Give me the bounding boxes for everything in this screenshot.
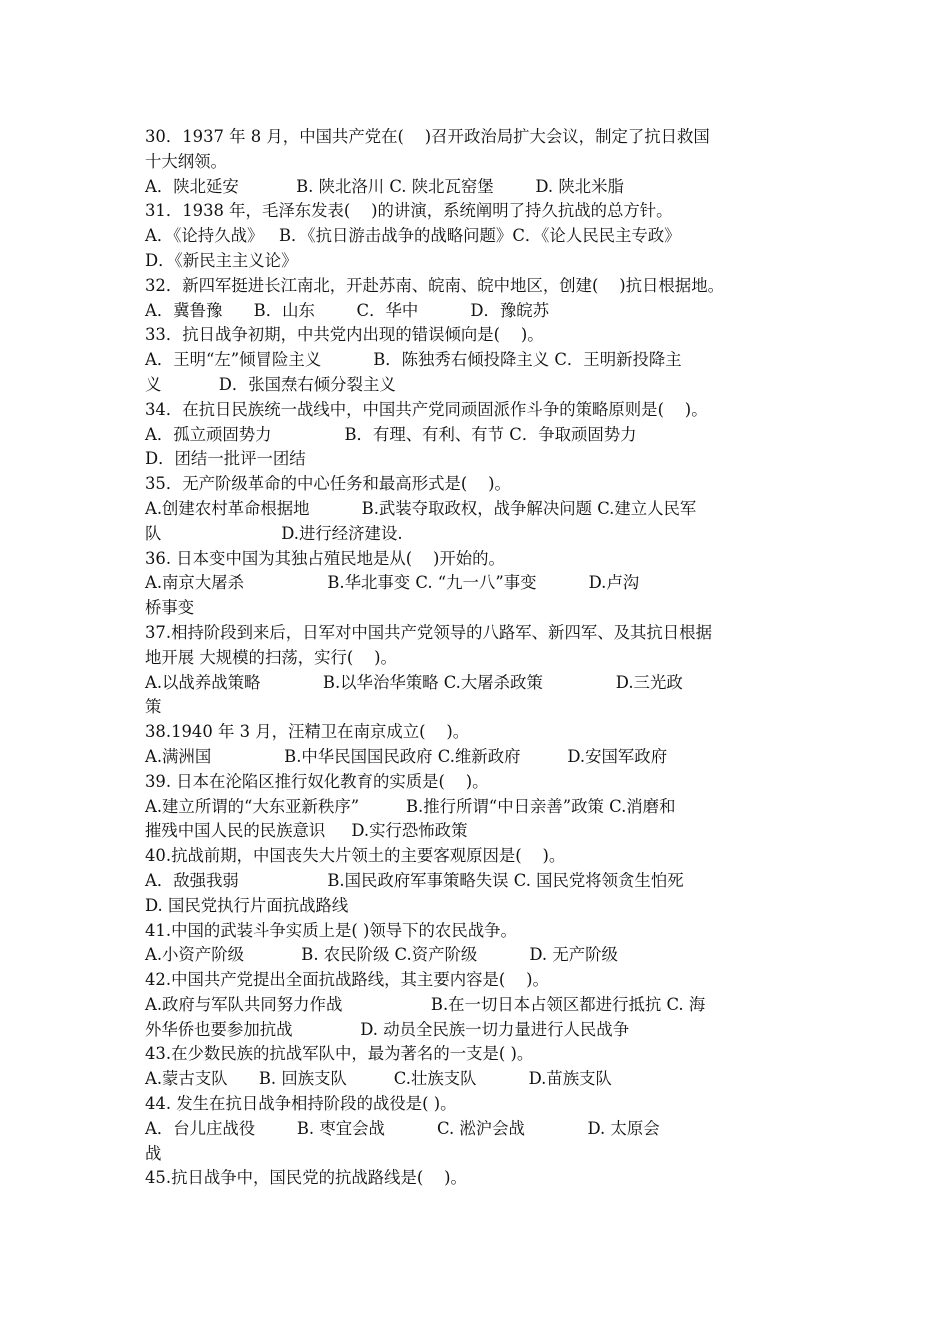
- document-page: [145, 125, 825, 1191]
- text-line: D．团结一批评一团结: [145, 449, 306, 469]
- text-line: A.蒙古支队 B. 回族支队 C.壮族支队 D.苗族支队: [145, 1069, 612, 1089]
- text-line: 45.抗日战争中，国民党的抗战路线是( )。: [145, 1168, 467, 1188]
- text-line: 队 D.进行经济建设.: [145, 523, 403, 543]
- text-line: 40.抗战前期，中国丧失大片领土的主要客观原因是( )。: [145, 846, 566, 866]
- text-line: 十大纲领。: [145, 151, 227, 171]
- text-line: 43.在少数民族的抗战军队中，最为著名的一支是( )。: [145, 1044, 534, 1064]
- text-line: 外华侨也要参加抗战 D. 动员全民族一切力量进行人民战争: [145, 1019, 630, 1039]
- text-line: A.创建农村革命根据地 B.武装夺取政权，战争解决问题 C.建立人民军: [145, 498, 697, 518]
- text-line: A．台儿庄战役 B. 枣宜会战 C. 淞沪会战 D. 太原会: [145, 1118, 660, 1138]
- text-line: 34．在抗日民族统一战线中，中国共产党同顽固派作斗争的策略原则是( )。: [145, 399, 708, 419]
- text-line: D．《新民主主义论》: [145, 250, 298, 270]
- text-line: A.南京大屠杀 B.华北事变 C. “九一八”事变 D.卢沟: [145, 573, 640, 593]
- text-line: 摧残中国人民的民族意识 D.实行恐怖政策: [145, 821, 468, 841]
- text-line: 31．1938 年，毛泽东发表( )的讲演，系统阐明了持久抗战的总方针。: [145, 201, 673, 221]
- text-line: 44. 发生在抗日战争相持阶段的战役是( )。: [145, 1094, 457, 1114]
- text-line: A．敌强我弱 B.国民政府军事策略失误 C. 国民党将领贪生怕死: [145, 870, 684, 890]
- text-line: A.建立所谓的“大东亚新秩序” B.推行所谓“中日亲善”政策 C.消磨和: [145, 796, 676, 816]
- text-line: 41.中国的武装斗争实质上是( )领导下的农民战争。: [145, 920, 517, 940]
- text-line: 30．1937 年 8 月，中国共产党在( )召开政治局扩大会议，制定了抗日救国: [145, 127, 710, 146]
- text-line: A．冀鲁豫 B．山东 C．华中 D．豫皖苏: [145, 300, 550, 320]
- text-line: A.小资产阶级 B. 农民阶级 C.资产阶级 D. 无产阶级: [145, 945, 618, 965]
- text-line: A．孤立顽固势力 B．有理、有利、有节 C．争取顽固势力: [145, 424, 637, 444]
- text-line: 战: [145, 1143, 162, 1163]
- text-line: A.满洲国 B.中华民国国民政府 C.维新政府 D.安国军政府: [145, 746, 668, 766]
- text-line: A．《论持久战》 B．《抗日游击战争的战略问题》C．《论人民民主专政》: [145, 226, 681, 246]
- text-line: 35．无产阶级革命的中心任务和最高形式是( )。: [145, 474, 511, 494]
- text-line: 地开展 大规模的扫荡，实行( )。: [145, 647, 397, 667]
- text-line: 42.中国共产党提出全面抗战路线，其主要内容是( )。: [145, 970, 549, 990]
- text-line: 38.1940 年 3 月，汪精卫在南京成立( )。: [145, 722, 470, 742]
- text-line: 桥事变: [145, 598, 195, 618]
- text-line: 义 D．张国焘右倾分裂主义: [145, 374, 396, 394]
- text-line: 32．新四军挺进长江南北，开赴苏南、皖南、皖中地区，创建( )抗日根据地。: [145, 275, 724, 295]
- text-line: 33．抗日战争初期，中共党内出现的错误倾向是( )。: [145, 325, 544, 345]
- text-line: A.以战养战策略 B.以华治华策略 C.大屠杀政策 D.三光政: [145, 672, 683, 692]
- text-line: 39. 日本在沦陷区推行奴化教育的实质是( )。: [145, 771, 489, 791]
- text-line: D. 国民党执行片面抗战路线: [145, 895, 349, 915]
- text-line: 37.相持阶段到来后，日军对中国共产党领导的八路军、新四军、及其抗日根据: [145, 622, 712, 642]
- text-line: A．陕北延安 B. 陕北洛川 C. 陕北瓦窑堡 D. 陕北米脂: [145, 176, 624, 196]
- text-line: 策: [145, 697, 162, 717]
- text-line: 36. 日本变中国为其独占殖民地是从( )开始的。: [145, 548, 505, 568]
- text-line: A．王明“左”倾冒险主义 B．陈独秀右倾投降主义 C．王明新投降主: [145, 350, 682, 370]
- text-line: A.政府与军队共同努力作战 B.在一切日本占领区都进行抵抗 C. 海: [145, 994, 706, 1014]
